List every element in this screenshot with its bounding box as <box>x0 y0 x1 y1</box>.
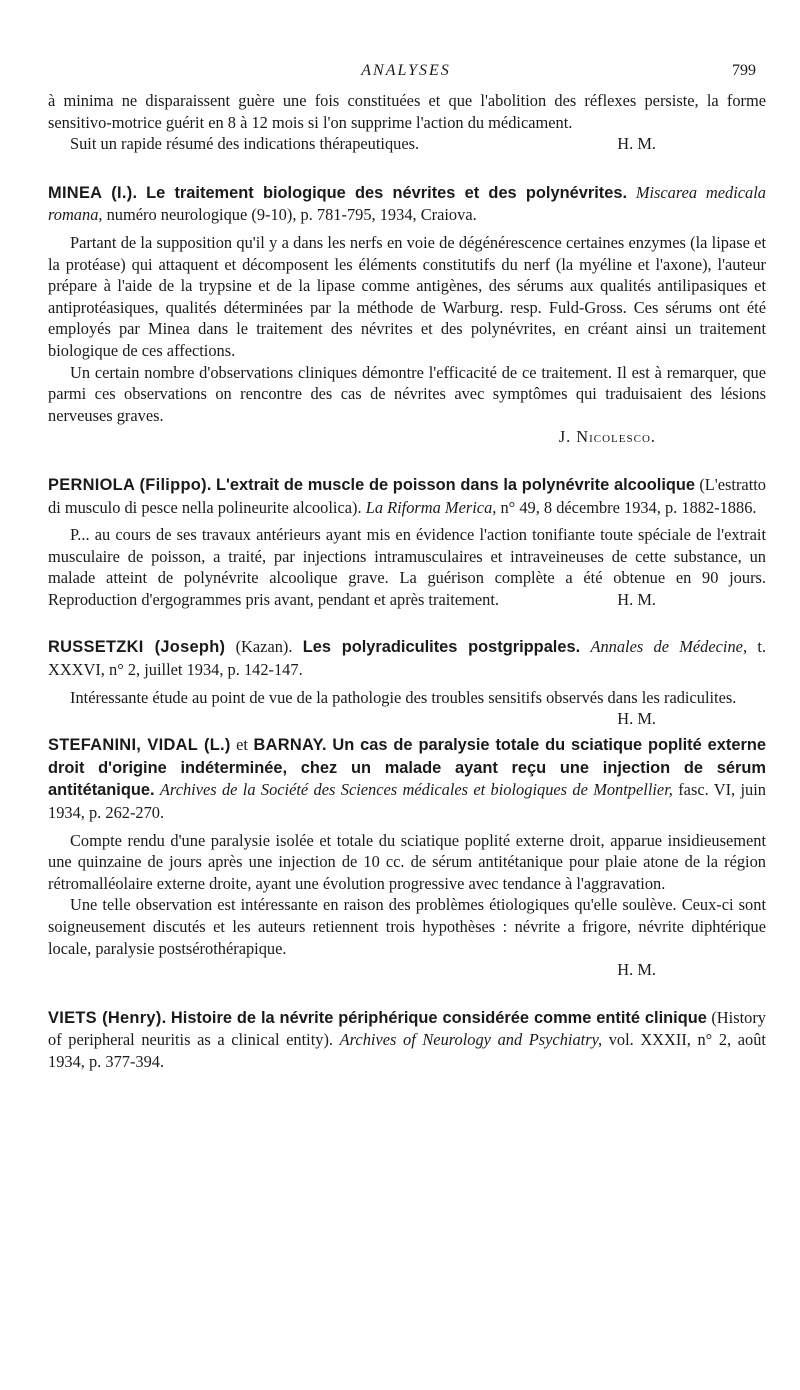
abstract-entry <box>48 636 766 729</box>
entry-journal: Miscarea medicala romana, <box>48 182 766 225</box>
entry-author: STEFANINI, VIDAL (L.) <box>48 736 231 755</box>
entry-paragraph: Une telle observation est intéressante en raison des problèmes étiologiques qu'elle soulève. Ceux-ci sont soigneusement discutés et les auteurs retiennent trois hypothèses : névrite a frigore, névrite diphtérique locale, paralysie postsérothérapique. <box>48 895 766 958</box>
carryover-paragraph <box>48 133 766 155</box>
entry-title: Un cas de paralysie totale du sciatique poplité externe droit d'origine indéterminée, chez un malade ayant reçu une injection de sérum antitétanique. <box>48 736 766 800</box>
entry-title: Les polyradiculites postgrippales. <box>302 638 581 657</box>
entry-reference: t. XXXVI, n° 2, juillet 1934, p. 142-147. <box>48 637 766 680</box>
entry-paragraph <box>48 524 766 610</box>
entry-author: RUSSETZKI (Joseph) <box>48 638 226 657</box>
entry-heading <box>48 1007 766 1073</box>
entry-heading <box>48 636 766 680</box>
entry-title: L'extrait de muscle de poisson dans la polynévrite alcoolique <box>216 475 696 494</box>
signature-text: J. Nicolesco. <box>558 427 656 447</box>
abstract-entry <box>48 182 766 448</box>
carryover-text: Suit un rapide résumé des indications thérapeutiques. <box>70 134 420 154</box>
entry-paragraph: Partant de la supposition qu'il y a dans les nerfs en voie de dégénérescence certaines enzymes (la lipase et la protéase) qui attaquent et décomposent les éléments constitutifs du nerf (la myéline et l'axone), l'auteur prépare à l'aide de la trypsine et de la lipase comme antigènes, des sérums aux qualités antilipasiques et antiprotéasiques, qualités déterminées par la méthode de Warburg. resp. Fuld-Gross. Ces sérums ont été employés par Minea dans le traitement des névrites et des polynévrites, en créant ainsi un traitement biologique de ces affections. <box>48 232 766 360</box>
entry-author-join: et <box>236 735 248 755</box>
entry-title: Le traitement biologique des névrites et des polynévrites. <box>146 183 628 202</box>
signature: H. M. <box>617 589 656 609</box>
signature: H. M. <box>617 134 656 154</box>
entry-heading <box>48 182 766 226</box>
entry-title: Histoire de la névrite périphérique considérée comme entité clinique <box>170 1008 707 1027</box>
entry-author: PERNIOLA (Filippo). <box>48 475 212 494</box>
entry-reference: fasc. VI, juin 1934, p. 262-270. <box>48 780 766 823</box>
entry-title-note: (L'estratto di musculo di pesce nella polineurite alcoolica). <box>48 474 766 517</box>
entry-author: BARNAY. <box>253 736 327 755</box>
page-number: 799 <box>732 62 756 79</box>
carryover-paragraph: à minima ne disparaissent guère une fois constituées et que l'abolition des réflexes persiste, la forme sensitivo-motrice guérit en 8 à 12 mois si l'on supprime l'action du médicament. <box>48 91 766 132</box>
entry-author: VIETS (Henry). <box>48 1008 167 1027</box>
entry-author-note: (Kazan). <box>235 637 293 657</box>
entry-title-note: (History of peripheral neuritis as a clinical entity). <box>48 1007 766 1050</box>
abstract-entry <box>48 734 766 981</box>
entry-paragraph: Un certain nombre d'observations cliniques démontre l'efficacité de ce traitement. Il est à remarquer, que parmi ces observations on rencontre des cas de névrites avec symptômes qui traduisaient des lésions nerveuses graves. <box>48 362 766 425</box>
entry-journal: La Riforma Merica, <box>365 497 497 517</box>
page-content <box>48 90 766 1073</box>
running-title: ANALYSES <box>361 62 451 79</box>
page-header <box>48 62 764 82</box>
signature <box>48 426 766 448</box>
entry-paragraph <box>48 687 766 729</box>
entry-journal: Annales de Médecine, <box>590 637 748 657</box>
entry-paragraph: Compte rendu d'une paralysie isolée et totale du sciatique poplité externe droit, apparue insidieusement une quinzaine de jours après une injection de 10 cc. de sérum antitétanique pour plaie atone de la région rétromalléolaire externe droite, ayant une évolution progressive avec tendance à l'aggravation. <box>48 830 766 893</box>
entry-heading <box>48 734 766 823</box>
entry-paragraph-text: Intéressante étude au point de vue de la pathologie des troubles sensitifs observés dans les radiculites. <box>70 687 737 707</box>
entry-reference: n° 49, 8 décembre 1934, p. 1882-1886. <box>500 497 757 517</box>
entry-author: MINEA (I.). <box>48 183 138 202</box>
entry-reference: numéro neurologique (9-10), p. 781-795, 1934, Craiova. <box>106 205 477 225</box>
signature: H. M. <box>617 709 656 729</box>
entry-heading <box>48 474 766 518</box>
entry-journal: Archives de la Société des Sciences médicales et biologiques de Montpellier, <box>159 780 673 800</box>
abstract-entry <box>48 474 766 611</box>
entry-journal: Archives of Neurology and Psychiatry, <box>339 1030 603 1050</box>
signature: H. M. <box>617 960 656 980</box>
entry-reference: vol. XXXII, n° 2, août 1934, p. 377-394. <box>48 1030 766 1071</box>
entry-paragraph-text: P... au cours de ses travaux antérieurs ayant mis en évidence l'action tonifiante toute spéciale de l'extrait musculaire de poisson, a traité, par injections intramusculaires et intraveineuses de cette substance, un malade atteint de polynévrite alcoolique grave. La guérison complète a été obtenue en 90 jours. Reproduction d'ergogrammes pris avant, pendant et après traitement. <box>48 525 766 609</box>
abstract-entry <box>48 1007 766 1073</box>
carryover-section <box>48 90 766 155</box>
